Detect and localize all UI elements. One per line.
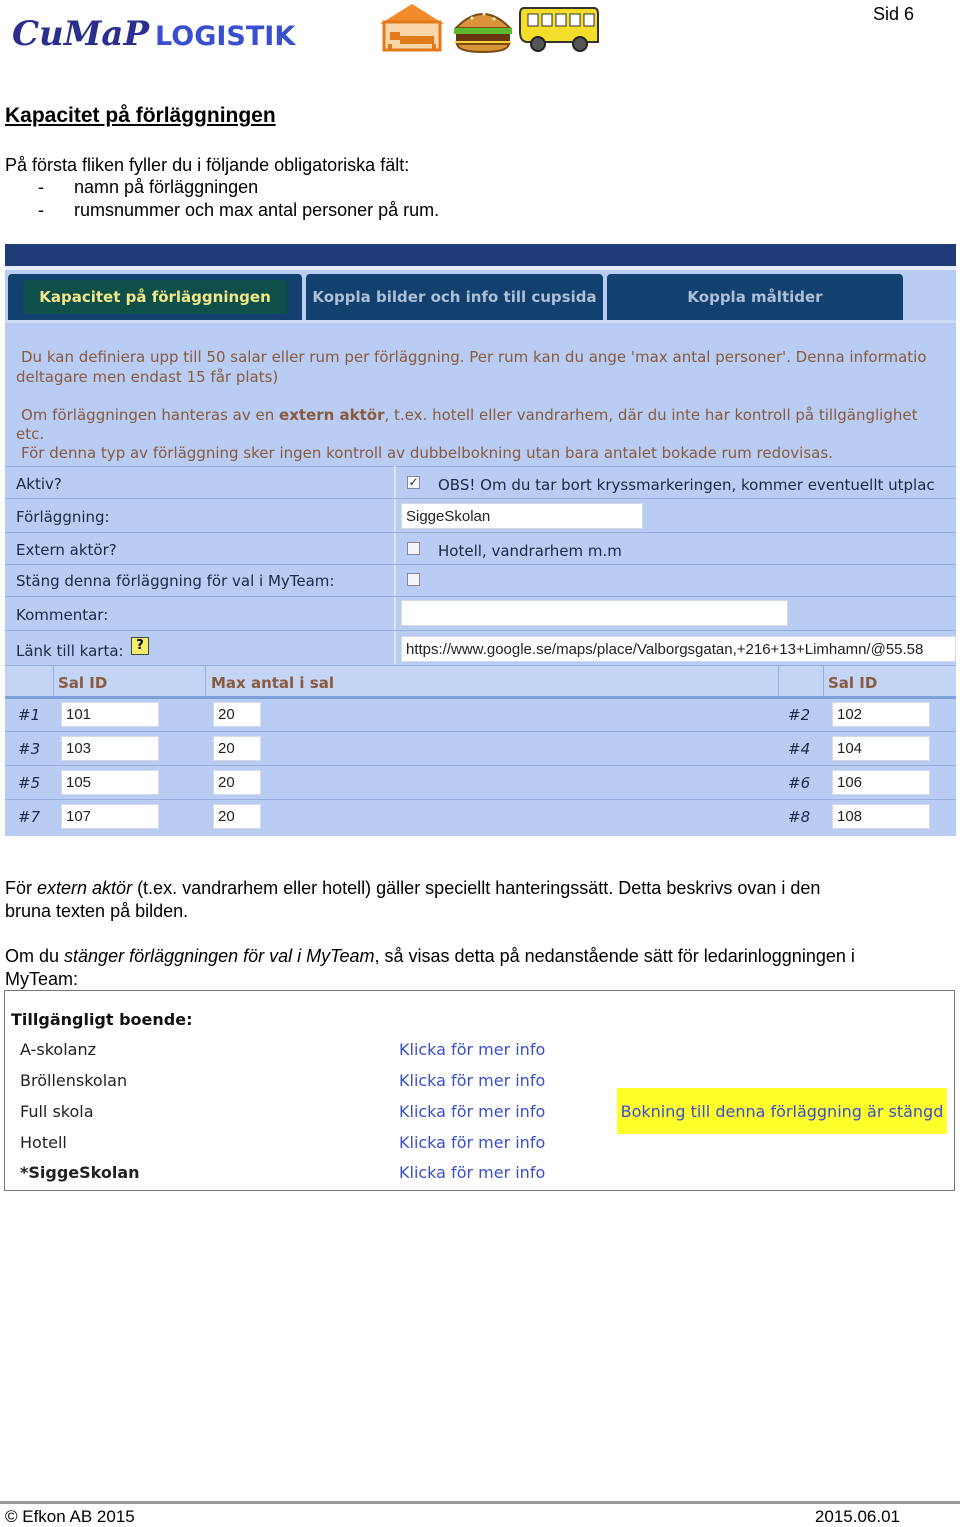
more-info-link[interactable]: Klicka för mer info: [399, 1040, 546, 1059]
top-bar: [5, 244, 956, 266]
row-number: #6: [788, 774, 811, 792]
sal-id-input[interactable]: 105: [61, 770, 159, 795]
sal-id-input[interactable]: 101: [61, 702, 159, 727]
close-label: Stäng denna förläggning för val i MyTeam:: [16, 572, 335, 590]
info-bold: extern aktör: [279, 406, 385, 424]
max-input[interactable]: 20: [213, 804, 261, 829]
max-input[interactable]: 20: [213, 736, 261, 761]
lodging-label: Förläggning:: [16, 508, 110, 526]
bus-icon: [518, 2, 600, 54]
header-divider: [53, 666, 54, 696]
col-sal-id-right: Sal ID: [828, 674, 878, 692]
external-note: Hotell, vandrarhem m.m: [438, 542, 622, 560]
paragraph-external: [5, 877, 955, 923]
text: För: [5, 878, 38, 898]
row-number: #3: [18, 740, 41, 758]
emphasis: extern aktör: [37, 878, 133, 898]
text: bruna texten på bilden.: [5, 901, 189, 921]
section-title: Kapacitet på förläggningen: [5, 104, 276, 127]
row-number: #2: [788, 706, 811, 724]
logo: [12, 14, 295, 54]
col-sal-id: Sal ID: [58, 674, 108, 692]
table-row: [5, 698, 956, 732]
divider: [5, 630, 956, 631]
lodging-name: *SiggeSkolan: [20, 1163, 140, 1182]
tab-capacity-label: Kapacitet på förläggningen: [23, 280, 287, 314]
footer-copyright: © Efkon AB 2015: [5, 1507, 135, 1526]
info-line-2: deltagare men endast 15 får plats): [16, 368, 279, 386]
tab-capacity[interactable]: [8, 274, 302, 320]
divider: [5, 532, 956, 533]
sal-id-input[interactable]: 103: [61, 736, 159, 761]
emphasis: stänger förläggningen för val i MyTeam: [64, 946, 375, 966]
tab-images[interactable]: [306, 274, 603, 320]
logo-sub: LOGISTIK: [155, 21, 296, 52]
divider: [5, 596, 956, 597]
info-line-5: För denna typ av förläggning sker ingen kontroll av dubbelbokning utan bara antalet bokade rum redovisas.: [21, 444, 833, 462]
sal-id-input[interactable]: 102: [832, 702, 930, 727]
col-max: Max antal i sal: [211, 674, 334, 692]
row-number: #1: [18, 706, 41, 724]
lodging-name: Hotell: [20, 1133, 67, 1152]
logo-main: CuMaP: [12, 14, 150, 54]
info-line-3: Om förläggningen hanteras av en extern aktör, t.ex. hotell eller vandrarhem, där du inte har kontroll på tillgänglighet: [21, 406, 918, 424]
sal-id-input[interactable]: 106: [832, 770, 930, 795]
booking-closed-notice: Bokning till denna förläggning är stängd: [617, 1088, 947, 1134]
paragraph-close: [5, 945, 955, 991]
lodging-name-input[interactable]: SiggeSkolan: [401, 503, 643, 529]
divider: [5, 466, 956, 467]
footer-date: 2015.06.01: [814, 1507, 900, 1526]
burger-icon: [452, 4, 514, 54]
help-icon[interactable]: ?: [131, 637, 149, 655]
active-checkbox[interactable]: ✓: [408, 475, 419, 489]
bed-icon: [376, 2, 448, 52]
external-label: Extern aktör?: [16, 541, 117, 559]
bullet-item: namn på förläggningen: [74, 177, 259, 197]
divider: [5, 498, 956, 499]
column-divider: [394, 466, 396, 664]
more-info-link[interactable]: Klicka för mer info: [399, 1163, 546, 1182]
divider: [5, 564, 956, 565]
row-number: #8: [788, 808, 811, 826]
active-note: OBS! Om du tar bort kryssmarkeringen, kommer eventuellt utplac: [438, 476, 935, 494]
sal-id-input[interactable]: 108: [832, 804, 930, 829]
text: Om du: [5, 946, 65, 966]
bullet-dash: -: [38, 200, 44, 220]
availability-panel: [4, 990, 955, 1191]
header-divider: [205, 666, 206, 696]
tab-meals-label: Koppla måltider: [687, 288, 823, 306]
row-number: #7: [18, 808, 41, 826]
lodging-name: Full skola: [20, 1102, 94, 1121]
availability-title: Tillgängligt boende:: [11, 1010, 193, 1029]
more-info-link[interactable]: Klicka för mer info: [399, 1102, 546, 1121]
header-divider: [823, 666, 824, 696]
table-header: [5, 665, 956, 699]
text: , så visas detta på nedanstående sätt för ledarinloggningen i: [374, 946, 855, 966]
max-input[interactable]: 20: [213, 702, 261, 727]
page-number: Sid 6: [872, 4, 914, 24]
comment-label: Kommentar:: [16, 606, 109, 624]
table-row: [5, 732, 956, 766]
external-checkbox[interactable]: [407, 542, 420, 555]
bullet-item: rumsnummer och max antal personer på rum.: [74, 200, 440, 220]
close-checkbox[interactable]: [407, 573, 420, 586]
text: (t.ex. vandrarhem eller hotell) gäller speciellt hanteringssätt. Detta beskrivs ovan i den: [132, 878, 821, 898]
sal-id-input[interactable]: 107: [61, 804, 159, 829]
lodging-name: A-skolanz: [20, 1040, 96, 1059]
sal-id-input[interactable]: 104: [832, 736, 930, 761]
row-number: #5: [18, 774, 41, 792]
footer-divider: [0, 1501, 960, 1504]
tab-underline: [5, 320, 956, 323]
more-info-link[interactable]: Klicka för mer info: [399, 1071, 546, 1090]
active-label: Aktiv?: [16, 475, 62, 493]
info-line-4: etc.: [16, 425, 45, 443]
intro-lead: På första fliken fyller du i följande obligatoriska fält:: [5, 155, 410, 175]
tab-images-label: Koppla bilder och info till cupsida: [312, 288, 597, 306]
map-link-input[interactable]: https://www.google.se/maps/place/Valborgsgatan,+216+13+Limhamn/@55.58: [401, 636, 956, 662]
comment-input[interactable]: [401, 600, 788, 626]
text: MyTeam:: [5, 969, 79, 989]
map-label: Länk till karta:: [16, 642, 124, 660]
header-divider: [778, 666, 779, 696]
top-bar-stripe: [5, 266, 956, 270]
table-row: [5, 800, 956, 834]
table-row: [5, 766, 956, 800]
row-number: #4: [788, 740, 811, 758]
bullet-dash: -: [38, 177, 44, 197]
tab-meals[interactable]: [607, 274, 903, 320]
info-line-1: Du kan definiera upp till 50 salar eller rum per förläggning. Per rum kan du ange 'max antal personer'. Denna informatio: [21, 348, 927, 366]
lodging-name: Bröllenskolan: [20, 1071, 128, 1090]
max-input[interactable]: 20: [213, 770, 261, 795]
more-info-link[interactable]: Klicka för mer info: [399, 1133, 546, 1152]
capacity-form-screenshot: [5, 244, 956, 836]
